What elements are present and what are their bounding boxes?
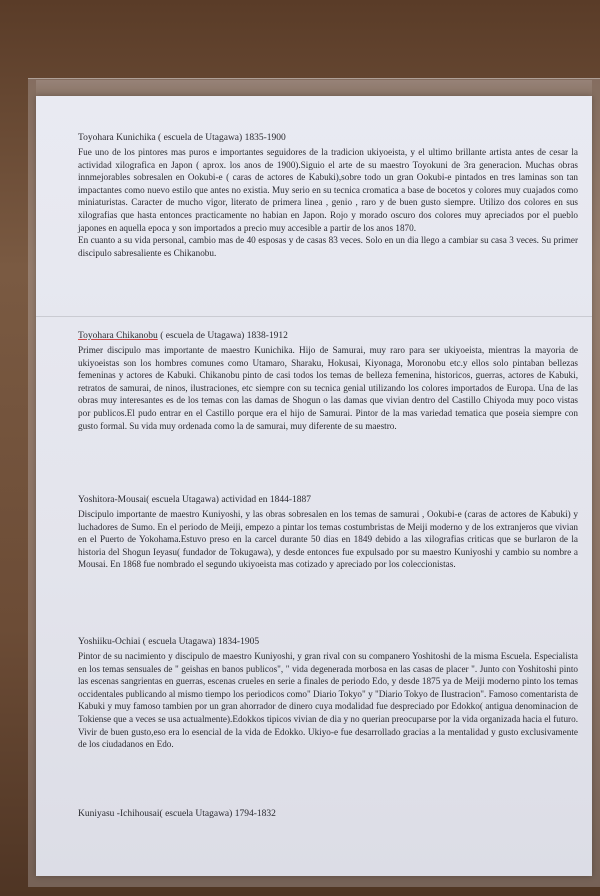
paragraph: Primer discipulo mas importante de maestro Kunichika. Hijo de Samurai, muy raro para ser ukiyoeista, mientras la mayoria de ukiyoeistas son los hombres comunes como Utamaro, Sharaku, Hokusai, Kiyonaga, Moronobu etc.y ellos solo pintaban bellezas femeninas y actores de Kabuki. Chikanobu pinto de casi todos los temas de belleza femenina, historicos, guerras, actores de Kabuki, retratos de samurai, de ninos, ilustraciones, etc siempre con su tecnica genial utilizando los colores importados de Europa. Una de las obras muy interesantes es de los temas con las damas de Shogun o las damas que vivian dentro del Castillo Chiyoda muy poco vistas por publicos.El pudo entrar en el Castillo porque era el hijo de Samurai. Pintor de la mas variedad tematica que poseia siempre con gusto formal. Su vida muy ordenada como la de samurai, muy diferente de su maestro.: [78, 345, 578, 431]
section-body: [78, 344, 578, 432]
section-body: [78, 146, 578, 259]
section-yoshitora: [78, 494, 578, 571]
section-title: Yoshitora-Mousai( escuela Utagawa) actividad en 1844-1887: [78, 495, 312, 505]
paragraph: Fue uno de los pintores mas puros e importantes seguidores de la tradicion ukiyoeista, y el ultimo brillante artista antes de cesar la actividad xilografica en Japon ( aprox. los anos de 1900).Siguio el arte de su maestro Toyokuni de 3ra generacion. Muchas obras innmejorables sobresalen en Ookubi-e ( caras de actores de Kabuki),sobre todo un gran Ookubi-e pintados en tres laminas son tan impactantes como nuevo estilo que antes no existia. Muy serio en su tecnica cromatica a base de bocetos y colores muy cuajados como miniaturistas. Caracter de mucho vigor, literato de primera linea , genio , raro y de buen gusto siempre. Utilizo dos colores en sus xilografias que hasta entonces practicamente no habian en Japon. Rojo y morado oscuro dos colores muy apreciados por el pueblo japones en aquella epoca y son importados a precio muy accesible a partir de los anos 1870.: [78, 147, 578, 233]
section-chikanobu: [78, 330, 578, 432]
section-title: Kuniyasu -Ichihousai( escuela Utagawa) 1794-1832: [78, 809, 276, 819]
paragraph: En cuanto a su vida personal, cambio mas de 40 esposas y de casas 83 veces. Solo en un dia llego a cambiar su casa 3 veces. Su primer discipulo sabresaliente es Chikanobu.: [78, 235, 578, 258]
section-kunichika: [78, 132, 578, 259]
section-title: [78, 330, 578, 342]
section-body: [78, 508, 578, 571]
notice-paper: [36, 96, 592, 876]
title-name: Toyohara Chikanobu: [78, 331, 158, 341]
paragraph: Discipulo importante de maestro Kuniyoshi, y las obras sobresalen en los temas de samurai , Ookubi-e (caras de actores de Kabuki) y luchadores de Sumo. En el periodo de Meiji, empezo a pintar los temas costumbristas de Meiji moderno y de los extranjeros que vivian en el Puerto de Yokohama.Estuvo preso en la carcel durante 50 dias en 1849 debido a las xilografias criticas que se burlaron de la historia del Shogun Ieyasu( fundador de Tokugawa), y desde entonces fue expulsado por su maestro Kuniyoshi y cambio su nombre a Mousai. En 1868 fue nombrado el segundo ukiyoeista mas cotizado y apreciado por los coleccionistas.: [78, 509, 578, 570]
section-body: [78, 650, 578, 751]
section-title: Toyohara Kunichika ( escuela de Utagawa) 1835-1900: [78, 133, 286, 143]
paragraph: Pintor de su nacimiento y discipulo de maestro Kuniyoshi, y gran rival con su companero Yoshitoshi de la misma Escuela. Especialista en los temas sensuales de " geishas en banos publicos", " vida degenerada morbosa en las casas de placer ". Junto con Yoshitoshi pinto las escenas sangrientas en guerras, escenas crueles en serie a finales de periodo Edo, y desde 1875 ya de Meiji moderno pinto los temas occidentales publicando al mismo tiempo los periodicos como" Diario Tokyo" y "Diario Tokyo de Ilustracion". Famoso comentarista de Kabuki y muy famoso tambien por un gran ahorrador de dinero cuya modalidad fue despreciado por Edokko( antigua denominacion de Tokiense que a veces se usa actualmente).Edokkos tipicos vivian de dia y no querian preocuparse por la vida organizada hacia el futuro. Vivir de buen gusto,eso era lo esencial de la vida de Edokko. Ukiyo-e fue desarrollado gracias a la mentalidad y gusto exclusivamente de los ciudadanos en Edo.: [78, 651, 578, 750]
divider: [36, 316, 592, 317]
title-rest: ( escuela de Utagawa) 1838-1912: [157, 331, 288, 341]
section-yoshiiku: [78, 636, 578, 751]
section-title: Yoshiiku-Ochiai ( escuela Utagawa) 1834-1905: [78, 637, 260, 647]
section-kuniyasu: [78, 808, 578, 822]
